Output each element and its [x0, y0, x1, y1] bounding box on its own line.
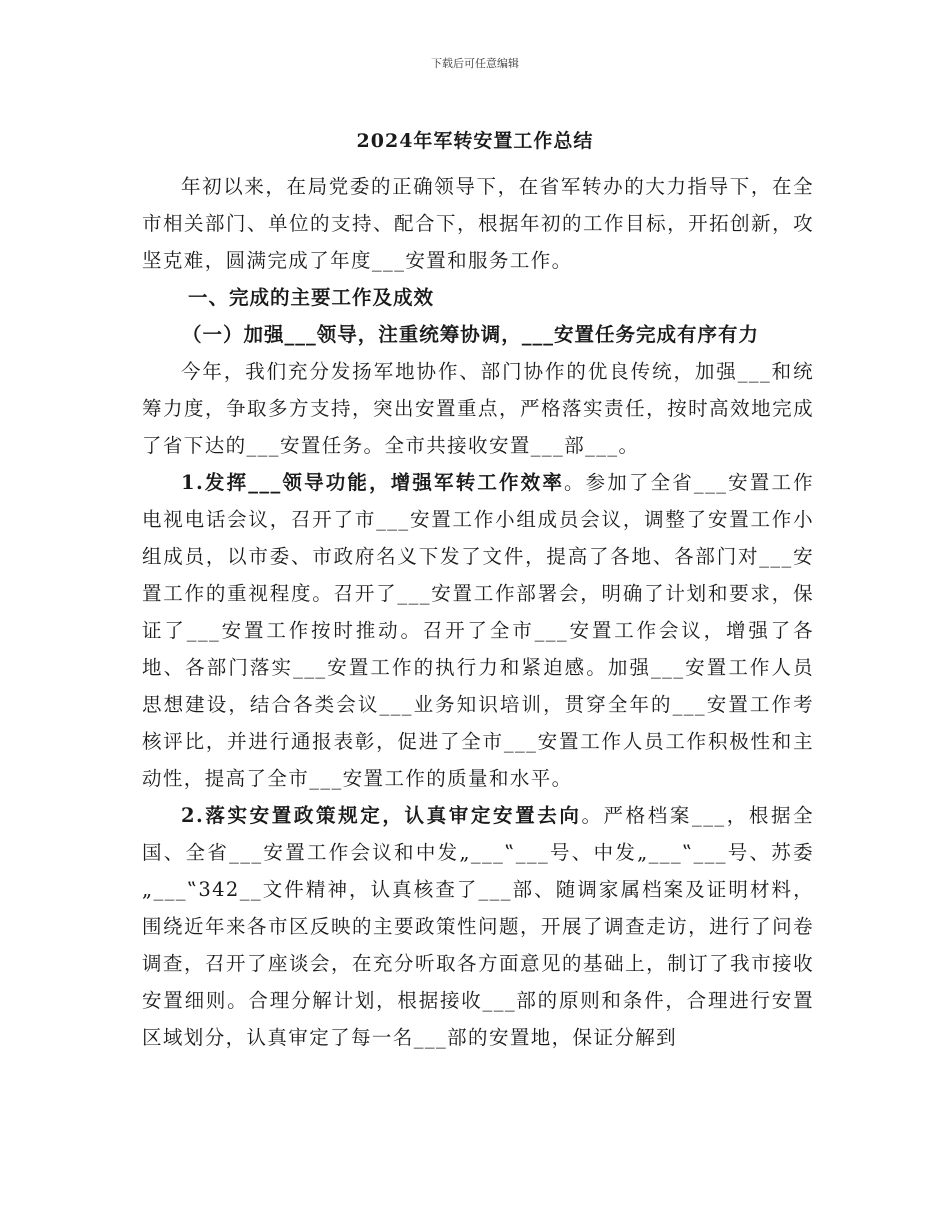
subsection-heading: （一）加强___领导，注重统筹协调，___安置任务完成有序有力: [182, 323, 760, 346]
subsection-paragraph: 今年，我们充分发扬军地协作、部门协作的优良传统，加强___和统筹力度，争取多方支持，突出安置重点，严格落实责任，按时高效地完成了省下达的___安置任务。全市共接收安置___部___。: [142, 360, 814, 457]
document-body: [142, 168, 814, 1056]
item-1-paragraph: [142, 464, 814, 797]
item-2-text: 。严格档案___，根据全国、全省___安置工作会议和中发„___‟___号、中发„___‟___号、苏委„___‟342__文件精神，认真核查了___部、随调家属档案及证明材料，围绕近年来各市区反映的主要政策性问题，开展了调查走访，进行了问卷调查，召开了座谈会，在充分听取各方面意见的基础上，制订了我市接收安置细则。合理分解计划，根据接收___部的原则和条件，合理进行安置区域划分，认真审定了每一名___部的安置地，保证分解到: [142, 804, 814, 1049]
header-note: 下载后可任意编辑: [431, 57, 519, 70]
item-1-text: 。参加了全省___安置工作电视电话会议，召开了市___安置工作小组成员会议，调整了安置工作小组成员，以市委、市政府名义下发了文件，提高了各地、各部门对___安置工作的重视程度。召开了___安置工作部署会，明确了计划和要求，保证了___安置工作按时推动。召开了全市___安置工作会议，增强了各地、各部门落实___安置工作的执行力和紧迫感。加强___安置工作人员思想建设，结合各类会议___业务知识培训，贯穿全年的___安置工作考核评比，并进行通报表彰，促进了全市___安置工作人员工作积极性和主动性，提高了全市___安置工作的质量和水平。: [142, 471, 815, 790]
item-2-lead: 2.落实安置政策规定，认真审定安置去向: [181, 804, 582, 827]
document-title: 2024年军转安置工作总结: [356, 130, 594, 152]
item-1-lead: 1.发挥___领导功能，增强军转工作效率: [181, 471, 564, 494]
intro-paragraph: 年初以来，在局党委的正确领导下，在省军转办的大力指导下，在全市相关部门、单位的支持、配合下，根据年初的工作目标，开拓创新，攻坚克难，圆满完成了年度___安置和服务工作。: [142, 175, 814, 272]
item-2-paragraph: [142, 797, 814, 1056]
section-heading: 一、完成的主要工作及成效: [188, 286, 435, 309]
